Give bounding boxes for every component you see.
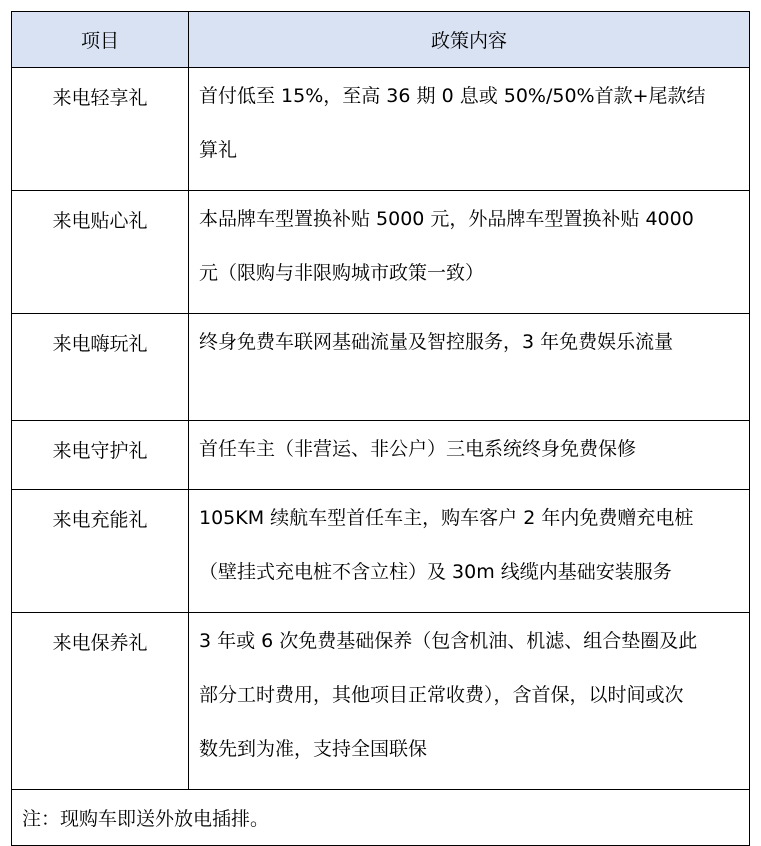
row-item-name: 来电贴心礼 bbox=[12, 191, 189, 314]
row-item-name: 来电轻享礼 bbox=[12, 68, 189, 191]
table-row bbox=[12, 613, 750, 790]
row-policy-content bbox=[189, 421, 750, 490]
table-row bbox=[12, 68, 750, 191]
policy-line: 部分工时费用，其他项目正常收费），含首保，以时间或次 bbox=[199, 684, 684, 706]
table-row bbox=[12, 191, 750, 314]
table-row bbox=[12, 314, 750, 421]
policy-line: 首付低至 15%，至高 36 期 0 息或 50%/50%首款+尾款结 bbox=[199, 85, 706, 107]
row-policy-content bbox=[189, 490, 750, 613]
row-policy-content bbox=[189, 613, 750, 790]
row-policy-content bbox=[189, 191, 750, 314]
row-item-name: 来电充能礼 bbox=[12, 490, 189, 613]
policy-line: 元（限购与非限购城市政策一致） bbox=[199, 262, 485, 284]
row-item-name: 来电保养礼 bbox=[12, 613, 189, 790]
header-item: 项目 bbox=[12, 12, 189, 68]
table-row bbox=[12, 490, 750, 613]
row-item-name: 来电守护礼 bbox=[12, 421, 189, 490]
row-item-name: 来电嗨玩礼 bbox=[12, 314, 189, 421]
row-policy-content bbox=[189, 68, 750, 191]
policy-line: 本品牌车型置换补贴 5000 元，外品牌车型置换补贴 4000 bbox=[199, 208, 694, 230]
table-row bbox=[12, 421, 750, 490]
policy-line: （壁挂式充电桩不含立柱）及 30m 线缆内基础安装服务 bbox=[199, 561, 672, 583]
policy-line: 3 年或 6 次免费基础保养（包含机油、机滤、组合垫圈及此 bbox=[199, 630, 698, 652]
policy-line: 终身免费车联网基础流量及智控服务，3 年免费娱乐流量 bbox=[199, 331, 674, 353]
header-row bbox=[12, 12, 750, 68]
policy-line: 数先到为准，支持全国联保 bbox=[199, 738, 428, 760]
table-note: 注：现购车即送外放电插排。 bbox=[12, 790, 750, 846]
note-row bbox=[12, 790, 750, 846]
row-policy-content bbox=[189, 314, 750, 421]
policy-line: 首任车主（非营运、非公户）三电系统终身免费保修 bbox=[199, 438, 637, 460]
policy-line: 105KM 续航车型首任车主，购车客户 2 年内免费赠充电桩 bbox=[199, 507, 694, 529]
policy-table bbox=[11, 11, 750, 846]
policy-line: 算礼 bbox=[199, 139, 238, 161]
header-content: 政策内容 bbox=[189, 12, 750, 68]
